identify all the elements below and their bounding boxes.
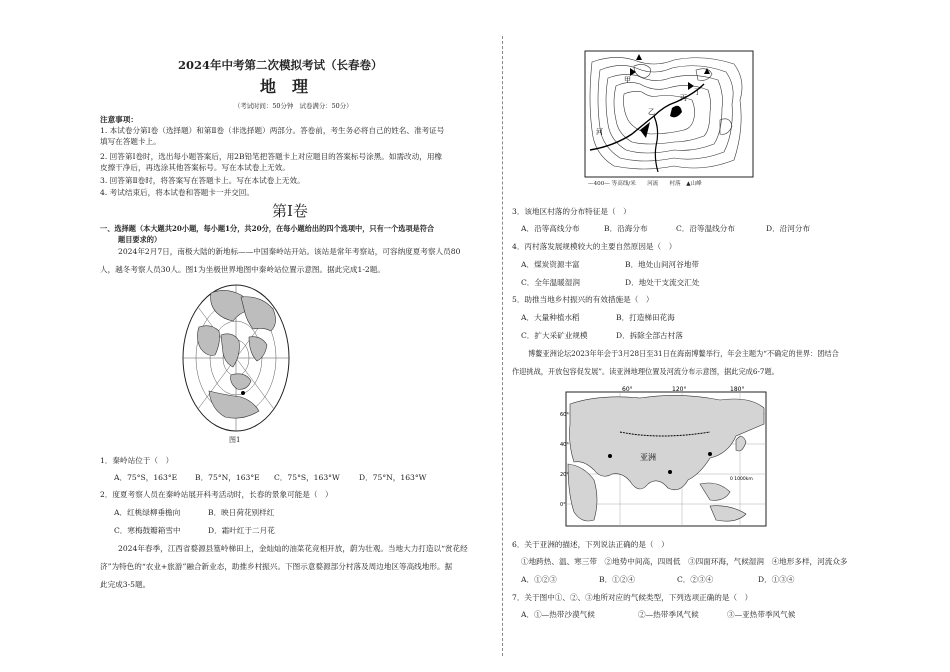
q1-stem: 1．秦岭站位于（ ） (100, 456, 174, 465)
contour-map (584, 50, 754, 178)
q3-stem: 3．该地区村落的分布特征是（ ） (512, 207, 631, 216)
q3-option-b[interactable]: B．沿海分布 (604, 224, 648, 233)
notes-heading: 注意事项： (100, 115, 138, 124)
q5-option-b[interactable]: B．打造梯田花海 (616, 313, 675, 322)
q3-option-d[interactable]: D．沿河分布 (766, 224, 811, 233)
passage-line: 济”为特色的“农业+旅游”融合新业态，助推乡村振兴。下图示意婺源部分村落及周边地区等高线地形。据 (100, 562, 453, 571)
q2-option-d[interactable]: D．霜叶红于二月花 (208, 526, 275, 535)
q3-option-a[interactable]: A．沿等高线分布 (521, 224, 580, 233)
polar-world-map (181, 283, 291, 433)
q1-option-a[interactable]: A．75°S，163°E (114, 473, 178, 482)
asia-lat-label: 20° (560, 472, 569, 478)
section-instructions: 一、选择题（本大题共20小题，每小题1分，共20分，在每小题给出的四个选项中，只有一个选项是符合 (100, 224, 435, 233)
asia-label: 亚洲 (640, 453, 656, 462)
q4-option-b[interactable]: B．地处山间河谷地带 (625, 260, 699, 269)
q2-option-c[interactable]: C．寒梅鼓瓣箱雪中 (114, 526, 181, 535)
asia-scale: 0 1000km (730, 477, 753, 482)
passage-line: 人，越冬考察人员30人。图1为坐极世界地图中秦岭站位置示意图。据此完成1-2题。 (100, 265, 385, 274)
q6-statements: ①地跨热、温、寒三带 ②地势中间高，四周低 ③四面环海，气候湿润 ④地形多样，河流众多 (521, 557, 848, 566)
asia-lon-label: 60° (622, 386, 633, 393)
q6-option-d[interactable]: D．①③④ (758, 575, 795, 584)
note-line: 皮擦干净后，再选涂其他答案标号。写在本试卷上无效。 (100, 163, 290, 172)
q6-option-b[interactable]: B．①②④ (599, 575, 635, 584)
passage-line: 2024年春季，江西省婺源县篁岭梯田上，金灿灿的油菜花竞相开放，蔚为壮观。当地大力打造以“赏花经 (118, 544, 468, 553)
figure1-label: 图1 (229, 436, 241, 444)
column-divider (502, 36, 503, 656)
q7-option-a[interactable]: A．①—热带沙漠气候 (521, 610, 595, 619)
asia-map (560, 384, 770, 530)
q5-option-a[interactable]: A．大量种植水稻 (521, 313, 580, 322)
note-line: 2. 回答第Ⅰ卷时，选出每小题答案后，用2B铅笔把答题卡上对应题目的答案标号涂黑。如需改动，用橡 (100, 152, 443, 161)
q7-option-c[interactable]: ③—亚热带季风气候 (727, 610, 796, 619)
q6-option-a[interactable]: A．①②③ (521, 575, 557, 584)
q2-stem: 2．度夏考察人员在秦岭站展开科考活动时，长春的景象可能是（ ） (100, 490, 333, 499)
note-line: 填写在答题卡上。 (100, 137, 161, 146)
q5-option-c[interactable]: C．扩大采矿业规模 (521, 331, 588, 340)
note-line: 1. 本试卷分第Ⅰ卷（选择题）和第Ⅱ卷（非选择题）两部分。答卷前，考生务必将自己的姓名、准考证号 (100, 126, 445, 135)
q7-option-b[interactable]: ②—热带季风气候 (638, 610, 699, 619)
q5-stem: 5．助推当地乡村振兴的有效措施是（ ） (512, 295, 654, 304)
q4-stem: 4．丙村落发展规模较大的主要自然原因是（ ） (512, 242, 677, 251)
passage-line: 2024年2月7日，南极大陆的新地标——中国秦岭站开站。该站是常年考察站，可容纳度夏考察人员80 (118, 247, 461, 256)
q1-option-d[interactable]: D．75°N，163°W (359, 473, 427, 482)
passage-line: 博鳌亚洲论坛2023年年会于3月28日至31日在海南博鳌举行，年会主题为“不确定的世界：团结合 (528, 349, 839, 358)
exam-title: 2024年中考第二次模拟考试（长春卷） (178, 58, 383, 72)
q2-option-b[interactable]: B．映日荷花别样红 (208, 508, 275, 517)
passage-line: 此完成3-5题。 (100, 580, 151, 589)
q6-stem: 6．关于亚洲的描述，下列说法正确的是（ ） (512, 540, 669, 549)
map-label: 乙 (648, 108, 655, 116)
section-title: 第Ⅰ卷 (272, 202, 308, 220)
q1-option-c[interactable]: C．75°S，163°W (274, 473, 340, 482)
note-line: 4. 考试结束后，将本试卷和答题卡一并交回。 (100, 188, 254, 197)
map-label: 丙 (680, 94, 687, 102)
q2-option-a[interactable]: A．红桃绿柳垂檐向 (114, 508, 181, 517)
q4-option-a[interactable]: A．煤炭资源丰富 (521, 260, 580, 269)
subject-title: 地 理 (260, 77, 309, 96)
asia-lat-label: 60° (560, 412, 569, 418)
map-label: 甲 (624, 76, 631, 84)
asia-lon-label: 180° (730, 386, 745, 393)
note-line: 3. 回答第Ⅱ卷时，将答案写在答题卡上。写在本试卷上无效。 (100, 176, 305, 185)
q3-option-c[interactable]: C．沿等温线分布 (676, 224, 735, 233)
map-label: 河 (596, 128, 603, 136)
q4-option-c[interactable]: C．全年温暖湿润 (521, 278, 580, 287)
map-label: 丁 (694, 88, 701, 96)
exam-info: （考试时间：50分钟 试卷满分：50分） (234, 102, 353, 110)
asia-lat-label: 40° (560, 442, 569, 448)
asia-lat-label: 0° (560, 502, 566, 508)
section-instructions: 题目要求的） (118, 235, 162, 244)
q1-option-b[interactable]: B．75°N，163°E (195, 473, 260, 482)
q7-stem: 7．关于图中①、②、③地所对应的气候类型，下列选项正确的是（ ） (512, 593, 753, 602)
asia-lon-label: 120° (672, 386, 687, 393)
q6-option-c[interactable]: C．②③④ (677, 575, 714, 584)
q5-option-d[interactable]: D．拆除全部古村落 (616, 331, 683, 340)
q4-option-d[interactable]: D．地处干支流交汇处 (625, 278, 700, 287)
contour-legend: —400— 等高线/米 河流 村落 ▲山峰 (588, 181, 702, 187)
passage-line: 作迎挑战，开放包容促发展”。读亚洲地理位置及河流分布示意图，据此完成6-7题。 (512, 367, 779, 376)
